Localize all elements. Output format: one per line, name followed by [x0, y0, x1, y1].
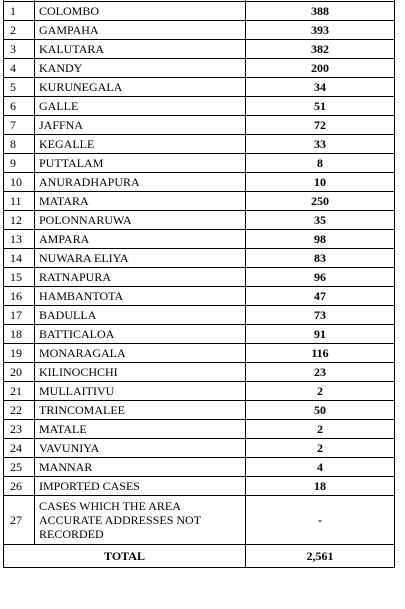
row-number: 19 — [4, 344, 35, 363]
case-count: - — [246, 496, 395, 545]
case-count: 96 — [246, 268, 395, 287]
case-count: 83 — [246, 249, 395, 268]
case-count: 35 — [246, 211, 395, 230]
table-row — [4, 154, 395, 173]
table-row — [4, 344, 395, 363]
case-count: 98 — [246, 230, 395, 249]
case-count: 388 — [246, 2, 395, 21]
table-body — [4, 0, 395, 545]
row-number: 12 — [4, 211, 35, 230]
total-value: 2,561 — [246, 545, 395, 568]
table-row — [4, 78, 395, 97]
district-name: PUTTALAM — [35, 154, 246, 173]
case-count: 393 — [246, 21, 395, 40]
case-count: 116 — [246, 344, 395, 363]
row-number: 26 — [4, 477, 35, 496]
district-name: MONARAGALA — [35, 344, 246, 363]
district-name: COLOMBO — [35, 2, 246, 21]
district-name: JAFFNA — [35, 116, 246, 135]
total-row — [4, 545, 395, 568]
district-cases-table — [3, 0, 395, 568]
row-number: 10 — [4, 173, 35, 192]
district-name: IMPORTED CASES — [35, 477, 246, 496]
row-number: 14 — [4, 249, 35, 268]
case-count: 73 — [246, 306, 395, 325]
table-row — [4, 439, 395, 458]
case-count: 33 — [246, 135, 395, 154]
district-name: RATNAPURA — [35, 268, 246, 287]
row-number: 22 — [4, 401, 35, 420]
district-name: POLONNARUWA — [35, 211, 246, 230]
case-count: 47 — [246, 287, 395, 306]
case-count: 2 — [246, 420, 395, 439]
case-count: 382 — [246, 40, 395, 59]
row-number: 23 — [4, 420, 35, 439]
case-count: 200 — [246, 59, 395, 78]
district-name: CASES WHICH THE AREA ACCURATE ADDRESSES NOT RECORDED — [35, 496, 246, 545]
district-name: BADULLA — [35, 306, 246, 325]
row-number: 9 — [4, 154, 35, 173]
table-row — [4, 420, 395, 439]
table-row — [4, 268, 395, 287]
row-number: 27 — [4, 496, 35, 545]
case-count: 4 — [246, 458, 395, 477]
district-name: KANDY — [35, 59, 246, 78]
table-row — [4, 2, 395, 21]
table-row — [4, 496, 395, 545]
case-count: 8 — [246, 154, 395, 173]
district-name: VAVUNIYA — [35, 439, 246, 458]
table-row — [4, 97, 395, 116]
case-count: 51 — [246, 97, 395, 116]
district-name: HAMBANTOTA — [35, 287, 246, 306]
table-row — [4, 325, 395, 344]
row-number: 17 — [4, 306, 35, 325]
table-row — [4, 287, 395, 306]
table-row — [4, 401, 395, 420]
case-count: 50 — [246, 401, 395, 420]
district-name: TRINCOMALEE — [35, 401, 246, 420]
district-name: MATARA — [35, 192, 246, 211]
table-row — [4, 249, 395, 268]
case-count: 2 — [246, 439, 395, 458]
row-number: 8 — [4, 135, 35, 154]
district-name: BATTICALOA — [35, 325, 246, 344]
row-number: 6 — [4, 97, 35, 116]
row-number: 4 — [4, 59, 35, 78]
row-number: 11 — [4, 192, 35, 211]
district-name: KURUNEGALA — [35, 78, 246, 97]
row-number: 18 — [4, 325, 35, 344]
table-row — [4, 458, 395, 477]
table-row — [4, 306, 395, 325]
district-name: MANNAR — [35, 458, 246, 477]
row-number: 21 — [4, 382, 35, 401]
district-name: MATALE — [35, 420, 246, 439]
district-name: GAMPAHA — [35, 21, 246, 40]
table-row — [4, 477, 395, 496]
table-row — [4, 230, 395, 249]
district-name: KILINOCHCHI — [35, 363, 246, 382]
table-row — [4, 211, 395, 230]
district-name: ANURADHAPURA — [35, 173, 246, 192]
row-number: 5 — [4, 78, 35, 97]
row-number: 3 — [4, 40, 35, 59]
total-label: TOTAL — [4, 545, 246, 568]
case-count: 10 — [246, 173, 395, 192]
row-number: 13 — [4, 230, 35, 249]
table-row — [4, 173, 395, 192]
case-count: 18 — [246, 477, 395, 496]
table-row — [4, 59, 395, 78]
table-row — [4, 116, 395, 135]
table-row — [4, 40, 395, 59]
table-row — [4, 192, 395, 211]
case-count: 23 — [246, 363, 395, 382]
district-name: MULLAITIVU — [35, 382, 246, 401]
table-row — [4, 21, 395, 40]
district-name: NUWARA ELIYA — [35, 249, 246, 268]
case-count: 250 — [246, 192, 395, 211]
table-row — [4, 135, 395, 154]
row-number: 24 — [4, 439, 35, 458]
row-number: 15 — [4, 268, 35, 287]
district-name: KEGALLE — [35, 135, 246, 154]
row-number: 25 — [4, 458, 35, 477]
row-number: 1 — [4, 2, 35, 21]
case-count: 2 — [246, 382, 395, 401]
row-number: 7 — [4, 116, 35, 135]
row-number: 20 — [4, 363, 35, 382]
district-name: KALUTARA — [35, 40, 246, 59]
table-row — [4, 382, 395, 401]
district-name: GALLE — [35, 97, 246, 116]
row-number: 16 — [4, 287, 35, 306]
case-count: 91 — [246, 325, 395, 344]
case-count: 34 — [246, 78, 395, 97]
row-number: 2 — [4, 21, 35, 40]
table-row — [4, 363, 395, 382]
district-name: AMPARA — [35, 230, 246, 249]
case-count: 72 — [246, 116, 395, 135]
